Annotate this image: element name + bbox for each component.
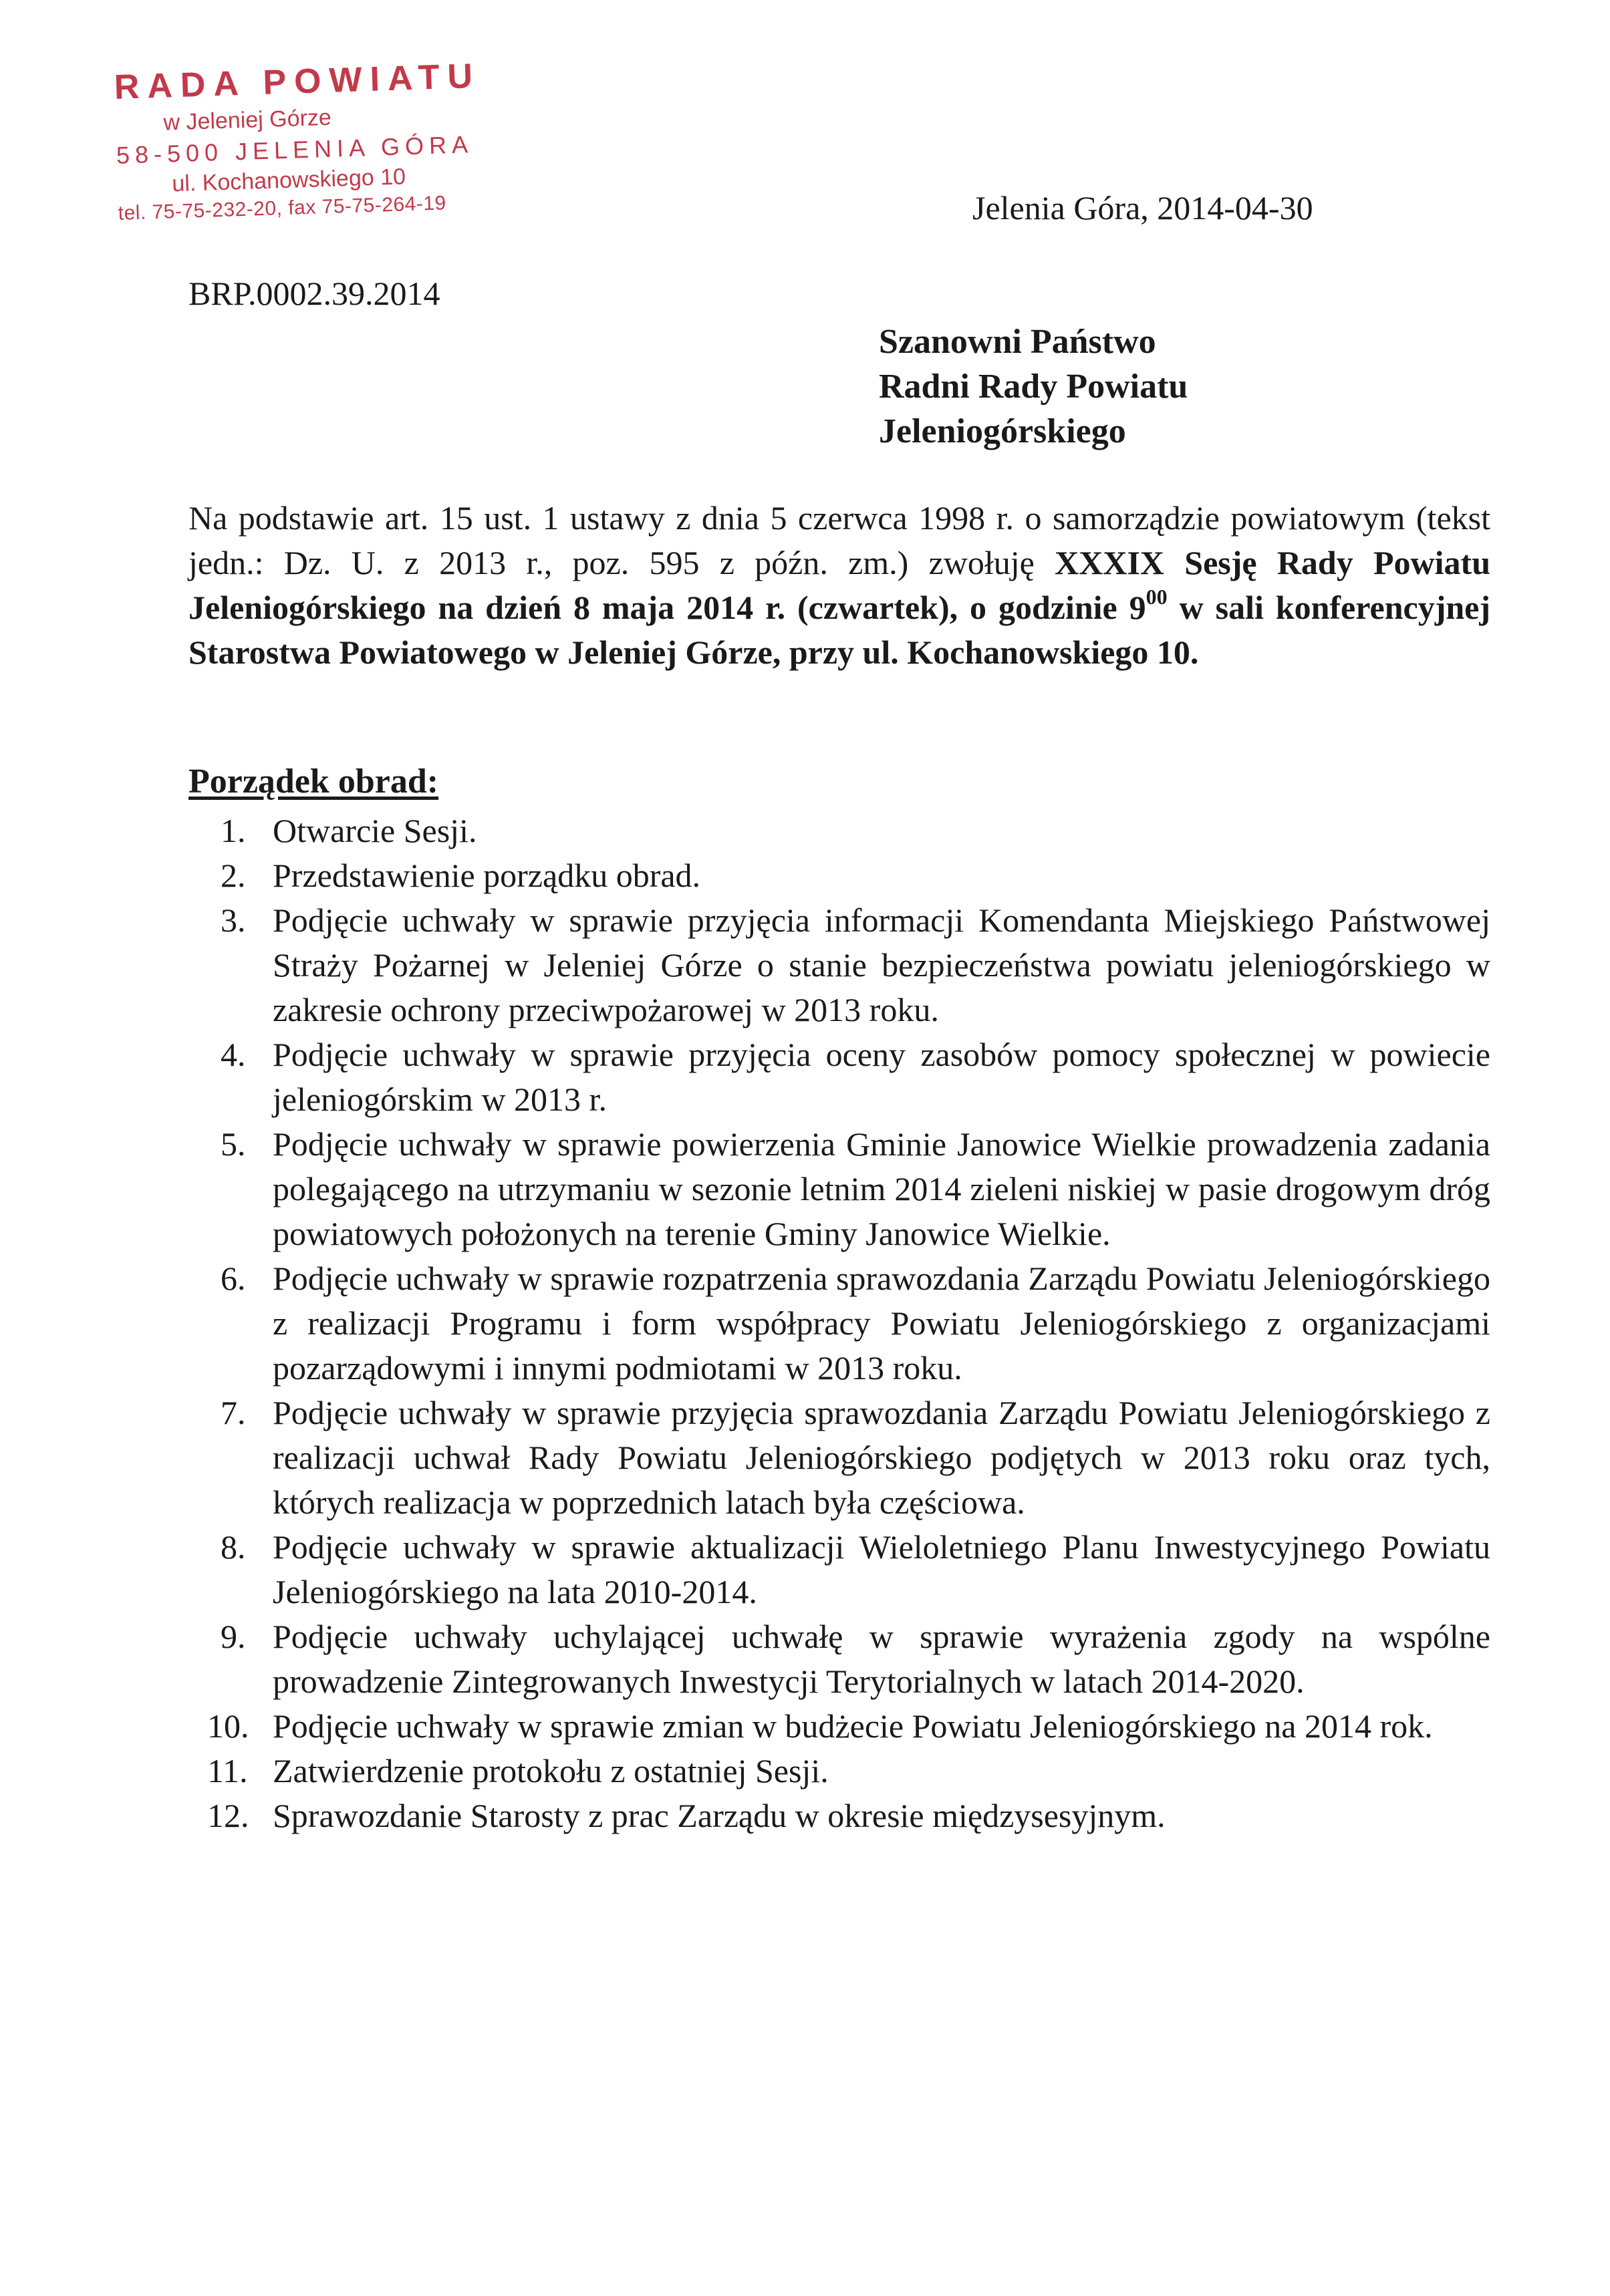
agenda-item-text: Zatwierdzenie protokołu z ostatniej Sesji.	[273, 1752, 829, 1789]
agenda-item	[188, 853, 1490, 898]
agenda-item-number: 7.	[221, 1394, 246, 1431]
recipient-line-3: Jeleniogórskiego	[879, 412, 1126, 450]
agenda-item-text: Podjęcie uchwały w sprawie przyjęcia informacji Komendanta Miejskiego Państwowej Straży Pożarnej w Jeleniej Górze o stanie bezpieczeństwa powiatu jeleniogórskiego w zakresie ochrony przeciwpożarowej w 2013 roku.	[273, 901, 1490, 1028]
agenda-item-number: 2.	[221, 857, 246, 894]
intro-bold-location: w sali konferencyjnej Starostwa Powiatowego w Jeleniej Górze, przy ul. Kochanowskiego 10.	[188, 589, 1490, 671]
agenda-item	[188, 898, 1490, 1032]
agenda-item-number: 11.	[207, 1752, 248, 1789]
reference-number: BRP.0002.39.2014	[188, 275, 440, 312]
intro-paragraph	[188, 496, 1490, 675]
recipient-block	[879, 319, 1188, 454]
intro-bold-session: XXXIX Sesję Rady Powiatu Jeleniogórskiego na dzień 8 maja 2014 r. (czwartek), o godzinie 9	[188, 544, 1490, 626]
agenda-item-number: 10.	[207, 1707, 249, 1745]
agenda-item-text: Otwarcie Sesji.	[273, 812, 477, 849]
stamp-line-5: tel. 75-75-232-20, fax 75-75-264-19	[118, 192, 447, 225]
agenda-item-text: Podjęcie uchwały w sprawie przyjęcia sprawozdania Zarządu Powiatu Jeleniogórskiego z realizacji uchwał Rady Powiatu Jeleniogórskiego podjętych w 2013 roku oraz tych, których realizacja w poprzednich latach była częściowa.	[273, 1394, 1490, 1521]
agenda-item	[188, 1704, 1490, 1749]
agenda-item-number: 12.	[207, 1797, 249, 1834]
agenda-item-number: 3.	[221, 901, 246, 939]
agenda-item	[188, 1614, 1490, 1704]
agenda-item-text: Przedstawienie porządku obrad.	[273, 857, 701, 894]
agenda-item-text: Podjęcie uchwały w sprawie rozpatrzenia sprawozdania Zarządu Powiatu Jeleniogórskiego z realizacji Programu i form współpracy Powiatu Jeleniogórskiego z organizacjami pozarządowymi i innymi podmiotami w 2013 roku.	[273, 1260, 1490, 1387]
agenda-item-number: 5.	[221, 1125, 246, 1163]
recipient-line-1: Szanowni Państwo	[879, 323, 1156, 361]
agenda-item-text: Podjęcie uchwały w sprawie przyjęcia oceny zasobów pomocy społecznej w powiecie jeleniogórskim w 2013 r.	[273, 1036, 1490, 1118]
agenda-item-text: Sprawozdanie Starosty z prac Zarządu w okresie międzysesyjnym.	[273, 1797, 1166, 1834]
agenda-item-text: Podjęcie uchwały w sprawie aktualizacji Wieloletniego Planu Inwestycyjnego Powiatu Jeleniogórskiego na lata 2010-2014.	[273, 1528, 1490, 1610]
agenda-item	[188, 1749, 1490, 1793]
agenda-item-text: Podjęcie uchwały w sprawie powierzenia Gminie Janowice Wielkie prowadzenia zadania polegającego na utrzymaniu w sezonie letnim 2014 zieleni niskiej w pasie drogowym dróg powiatowych położonych na terenie Gminy Janowice Wielkie.	[273, 1125, 1490, 1252]
intro-text: Na podstawie art. 15 ust. 1 ustawy z dnia 5 czerwca 1998 r. o samorządzie powiatowym (tekst jedn.: Dz. U. z 2013 r., poz. 595 z późn. zm.) zwołuję	[188, 499, 1490, 581]
agenda-item	[188, 809, 1490, 853]
agenda-item-number: 1.	[221, 812, 246, 849]
agenda-item	[188, 1391, 1490, 1525]
agenda-item	[188, 1122, 1490, 1256]
stamp-line-1: RADA POWIATU	[113, 56, 481, 107]
agenda-item-text: Podjęcie uchwały w sprawie zmian w budżecie Powiatu Jeleniogórskiego na 2014 rok.	[273, 1707, 1433, 1745]
stamp-line-2: w Jeleniej Górze	[162, 104, 332, 136]
council-stamp	[114, 58, 493, 223]
agenda-item	[188, 1256, 1490, 1391]
agenda-item-number: 6.	[221, 1260, 246, 1297]
letter-date: Jelenia Góra, 2014-04-30	[972, 189, 1313, 227]
agenda-title: Porządek obrad:	[188, 762, 439, 801]
agenda-item-text: Podjęcie uchwały uchylającej uchwałę w sprawie wyrażenia zgody na wspólne prowadzenie Zintegrowanych Inwestycji Terytorialnych w latach 2014-2020.	[273, 1618, 1490, 1700]
agenda-list	[188, 809, 1490, 1838]
agenda-item-number: 8.	[221, 1528, 246, 1566]
agenda-item-number: 9.	[221, 1618, 246, 1655]
recipient-line-2: Radni Rady Powiatu	[879, 368, 1188, 406]
intro-hour-superscript: 00	[1146, 585, 1168, 609]
agenda-item	[188, 1525, 1490, 1614]
agenda-item	[188, 1032, 1490, 1122]
agenda-item	[188, 1793, 1490, 1838]
stamp-line-3: 58-500 JELENIA GÓRA	[116, 130, 474, 169]
agenda-item-number: 4.	[221, 1036, 246, 1073]
stamp-line-4: ul. Kochanowskiego 10	[171, 164, 406, 197]
